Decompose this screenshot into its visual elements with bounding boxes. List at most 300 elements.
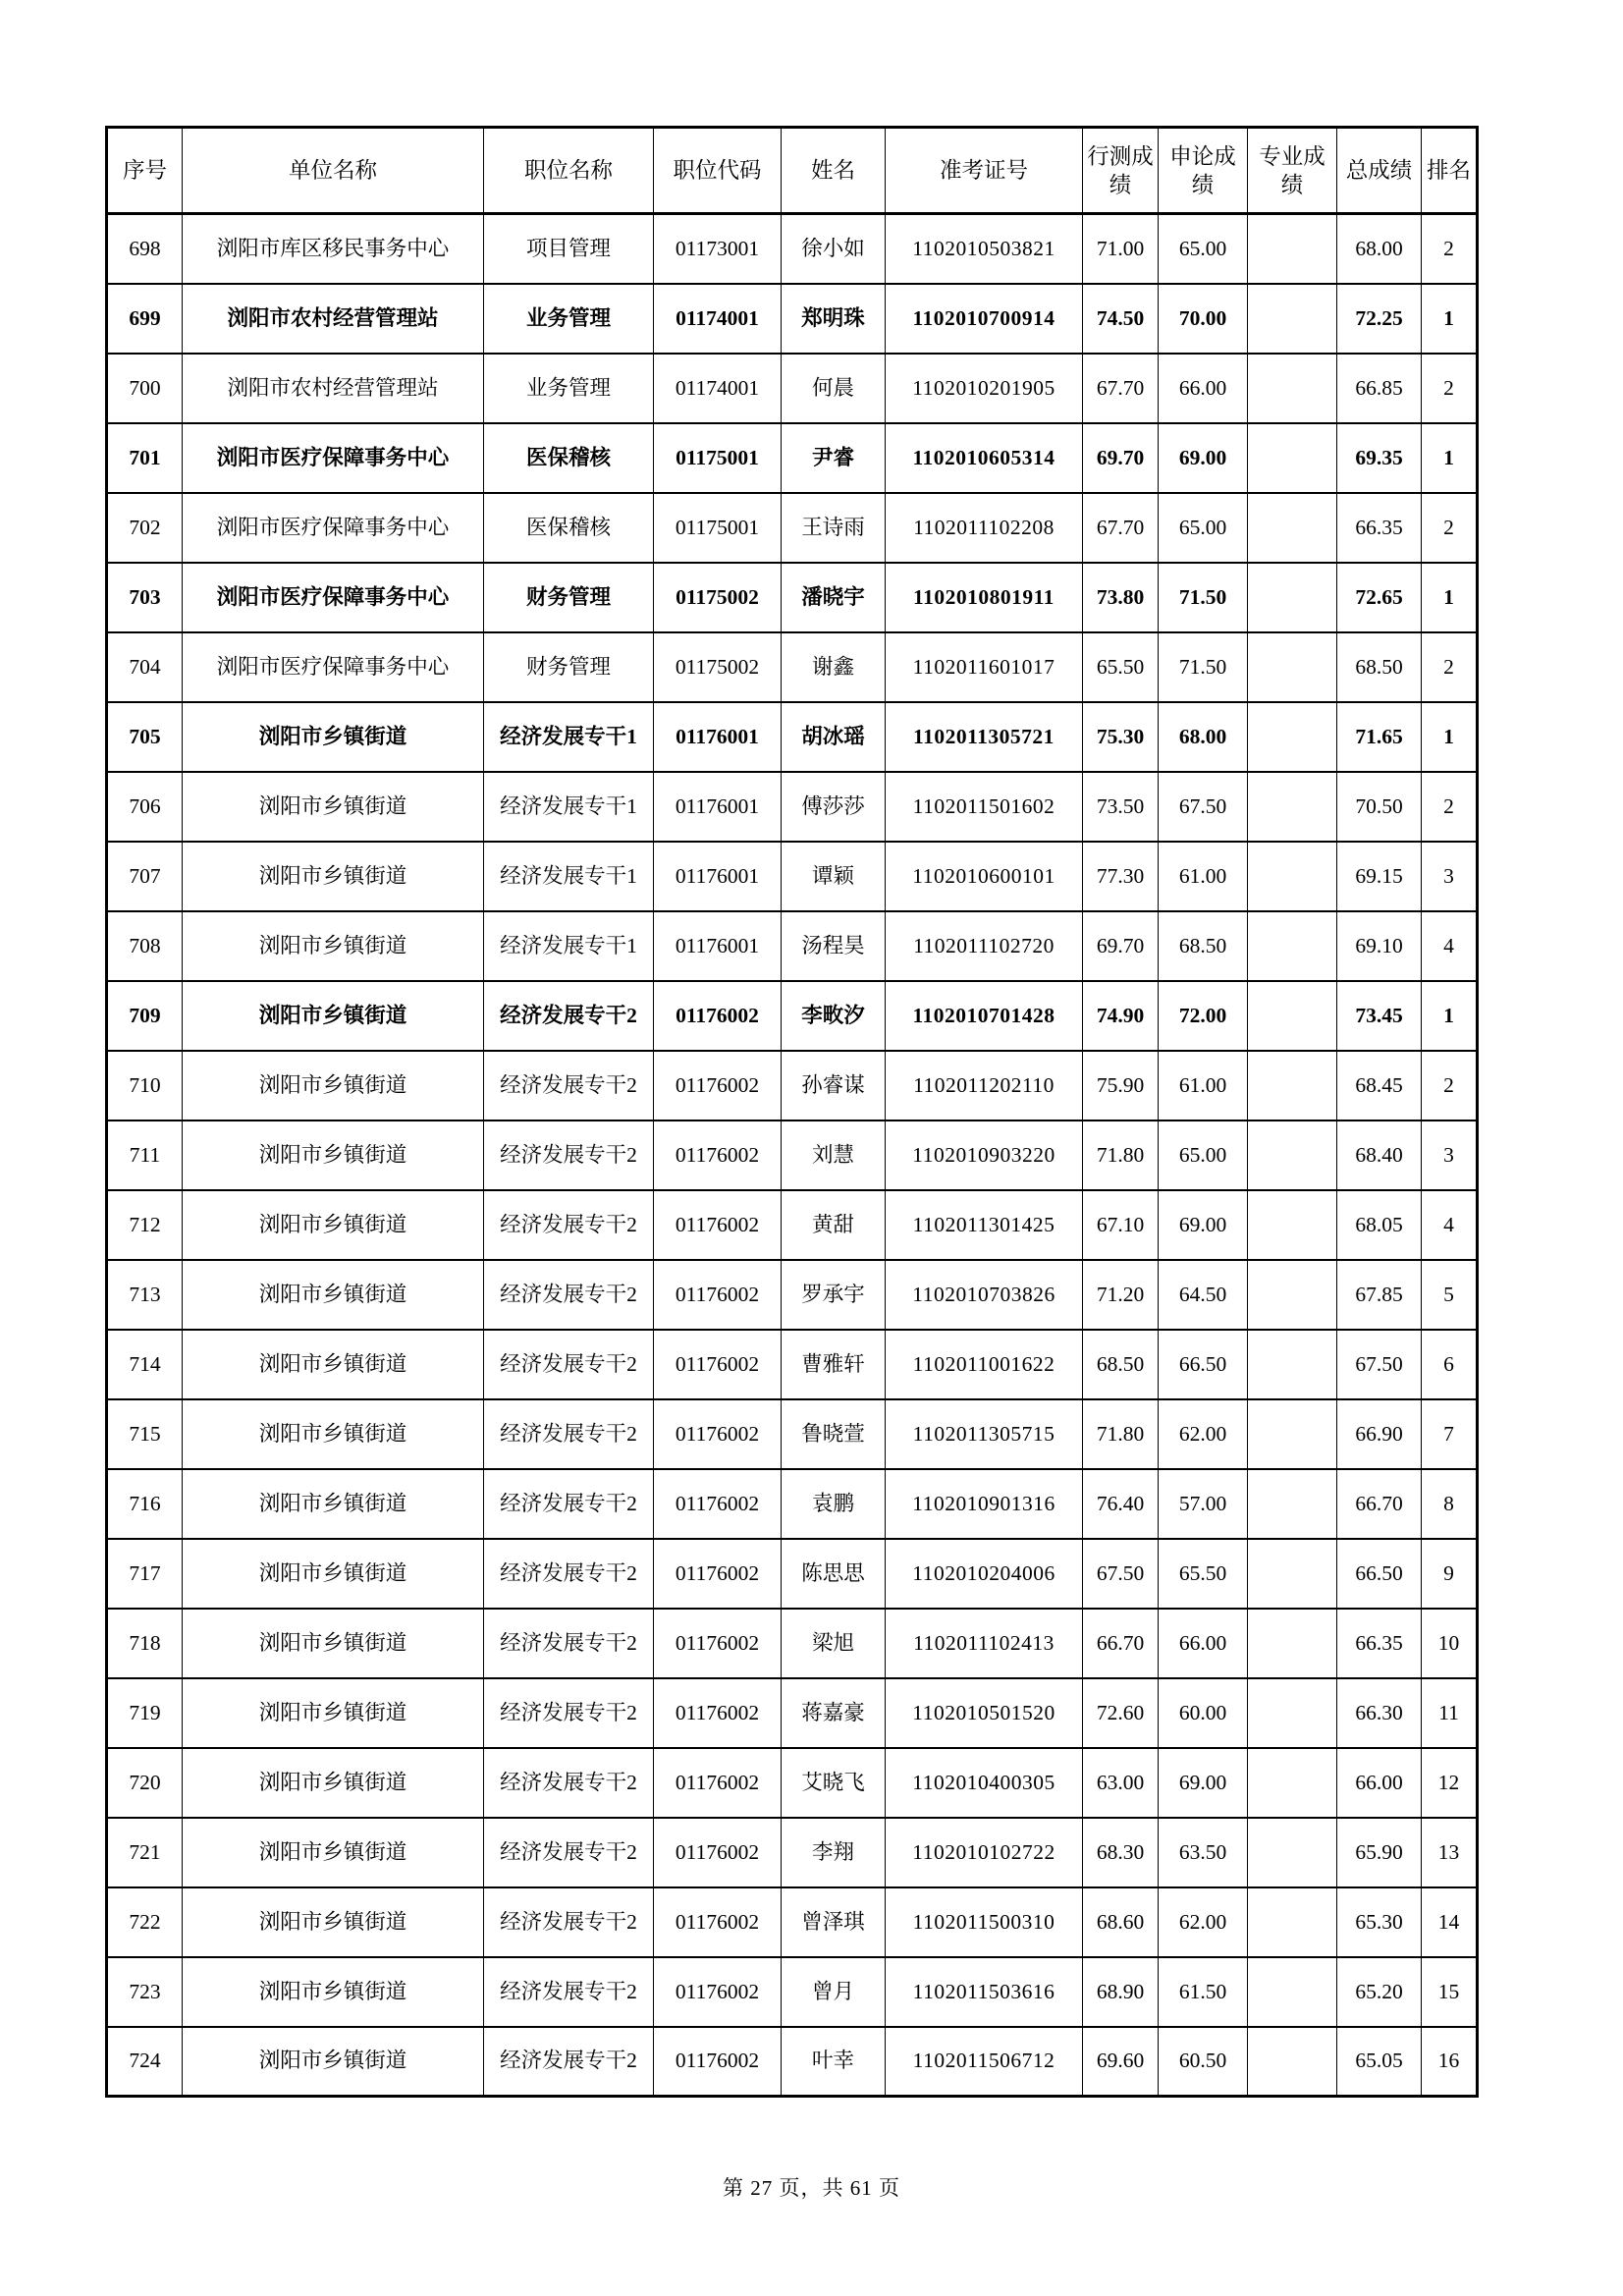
- cell-xingce: 67.70: [1083, 493, 1159, 563]
- cell-shenlun: 60.50: [1159, 2027, 1248, 2097]
- cell-unit: 浏阳市乡镇街道: [183, 981, 484, 1051]
- cell-xingce: 73.80: [1083, 563, 1159, 632]
- cell-code: 01173001: [654, 214, 782, 284]
- table-row: [107, 1121, 1478, 1190]
- cell-shenlun: 64.50: [1159, 1260, 1248, 1330]
- cell-zhuanye: [1248, 1469, 1337, 1539]
- cell-unit: 浏阳市乡镇街道: [183, 1818, 484, 1887]
- cell-shenlun: 71.50: [1159, 563, 1248, 632]
- cell-rank: 2: [1422, 493, 1478, 563]
- column-header-position: 职位名称: [484, 128, 654, 214]
- cell-total: 66.30: [1337, 1678, 1422, 1748]
- cell-unit: 浏阳市医疗保障事务中心: [183, 493, 484, 563]
- cell-code: 01176002: [654, 1469, 782, 1539]
- cell-zhuanye: [1248, 1887, 1337, 1957]
- cell-seq: 716: [107, 1469, 183, 1539]
- cell-seq: 721: [107, 1818, 183, 1887]
- cell-xingce: 77.30: [1083, 842, 1159, 911]
- column-header-unit: 单位名称: [183, 128, 484, 214]
- cell-ticket: 1102010102722: [886, 1818, 1083, 1887]
- cell-name: 曾泽琪: [782, 1887, 886, 1957]
- cell-xingce: 67.70: [1083, 354, 1159, 423]
- cell-name: 鲁晓萱: [782, 1399, 886, 1469]
- cell-rank: 9: [1422, 1539, 1478, 1609]
- cell-xingce: 71.00: [1083, 214, 1159, 284]
- cell-name: 郑明珠: [782, 284, 886, 354]
- table-row: [107, 1539, 1478, 1609]
- cell-xingce: 71.80: [1083, 1399, 1159, 1469]
- cell-total: 69.10: [1337, 911, 1422, 981]
- cell-total: 69.35: [1337, 423, 1422, 493]
- cell-position: 经济发展专干2: [484, 1260, 654, 1330]
- cell-name: 李翔: [782, 1818, 886, 1887]
- cell-total: 68.00: [1337, 214, 1422, 284]
- table-row: [107, 772, 1478, 842]
- cell-position: 业务管理: [484, 354, 654, 423]
- cell-ticket: 1102011305721: [886, 702, 1083, 772]
- cell-xingce: 72.60: [1083, 1678, 1159, 1748]
- cell-rank: 11: [1422, 1678, 1478, 1748]
- cell-xingce: 68.90: [1083, 1957, 1159, 2027]
- table-row: [107, 1818, 1478, 1887]
- cell-xingce: 76.40: [1083, 1469, 1159, 1539]
- cell-code: 01176002: [654, 1887, 782, 1957]
- cell-zhuanye: [1248, 1678, 1337, 1748]
- cell-unit: 浏阳市乡镇街道: [183, 1330, 484, 1399]
- cell-code: 01175001: [654, 493, 782, 563]
- cell-rank: 1: [1422, 563, 1478, 632]
- cell-total: 72.25: [1337, 284, 1422, 354]
- cell-code: 01176002: [654, 1748, 782, 1818]
- cell-rank: 6: [1422, 1330, 1478, 1399]
- cell-zhuanye: [1248, 1330, 1337, 1399]
- cell-unit: 浏阳市乡镇街道: [183, 1260, 484, 1330]
- cell-seq: 712: [107, 1190, 183, 1260]
- cell-name: 艾晓飞: [782, 1748, 886, 1818]
- cell-xingce: 68.50: [1083, 1330, 1159, 1399]
- cell-seq: 723: [107, 1957, 183, 2027]
- cell-total: 72.65: [1337, 563, 1422, 632]
- cell-total: 68.05: [1337, 1190, 1422, 1260]
- cell-shenlun: 67.50: [1159, 772, 1248, 842]
- cell-unit: 浏阳市乡镇街道: [183, 772, 484, 842]
- cell-seq: 720: [107, 1748, 183, 1818]
- cell-total: 66.35: [1337, 493, 1422, 563]
- column-header-xingce: 行测成绩: [1083, 128, 1159, 214]
- cell-zhuanye: [1248, 1260, 1337, 1330]
- cell-unit: 浏阳市乡镇街道: [183, 1957, 484, 2027]
- cell-shenlun: 65.50: [1159, 1539, 1248, 1609]
- cell-ticket: 1102011506712: [886, 2027, 1083, 2097]
- table-row: [107, 1957, 1478, 2027]
- score-table: [105, 126, 1479, 2098]
- cell-zhuanye: [1248, 981, 1337, 1051]
- cell-total: 66.35: [1337, 1609, 1422, 1678]
- cell-position: 经济发展专干2: [484, 1539, 654, 1609]
- cell-ticket: 1102011305715: [886, 1399, 1083, 1469]
- cell-total: 67.50: [1337, 1330, 1422, 1399]
- cell-code: 01176002: [654, 1818, 782, 1887]
- cell-name: 汤程昊: [782, 911, 886, 981]
- cell-seq: 711: [107, 1121, 183, 1190]
- cell-seq: 702: [107, 493, 183, 563]
- cell-position: 经济发展专干2: [484, 1678, 654, 1748]
- cell-ticket: 1102010204006: [886, 1539, 1083, 1609]
- cell-seq: 705: [107, 702, 183, 772]
- cell-shenlun: 66.50: [1159, 1330, 1248, 1399]
- cell-code: 01176002: [654, 1678, 782, 1748]
- cell-position: 经济发展专干2: [484, 1887, 654, 1957]
- cell-total: 70.50: [1337, 772, 1422, 842]
- cell-rank: 15: [1422, 1957, 1478, 2027]
- cell-xingce: 74.50: [1083, 284, 1159, 354]
- cell-xingce: 68.60: [1083, 1887, 1159, 1957]
- cell-xingce: 69.60: [1083, 2027, 1159, 2097]
- cell-unit: 浏阳市农村经营管理站: [183, 354, 484, 423]
- cell-seq: 701: [107, 423, 183, 493]
- cell-zhuanye: [1248, 911, 1337, 981]
- cell-rank: 8: [1422, 1469, 1478, 1539]
- cell-name: 曾月: [782, 1957, 886, 2027]
- cell-xingce: 69.70: [1083, 423, 1159, 493]
- table-row: [107, 284, 1478, 354]
- cell-seq: 704: [107, 632, 183, 702]
- cell-zhuanye: [1248, 1121, 1337, 1190]
- cell-seq: 710: [107, 1051, 183, 1121]
- cell-rank: 7: [1422, 1399, 1478, 1469]
- cell-name: 胡冰瑶: [782, 702, 886, 772]
- cell-rank: 16: [1422, 2027, 1478, 2097]
- cell-ticket: 1102010801911: [886, 563, 1083, 632]
- column-header-name: 姓名: [782, 128, 886, 214]
- cell-position: 医保稽核: [484, 423, 654, 493]
- cell-zhuanye: [1248, 284, 1337, 354]
- table-row: [107, 702, 1478, 772]
- cell-total: 66.90: [1337, 1399, 1422, 1469]
- cell-ticket: 1102011202110: [886, 1051, 1083, 1121]
- cell-position: 经济发展专干2: [484, 2027, 654, 2097]
- cell-total: 68.45: [1337, 1051, 1422, 1121]
- cell-ticket: 1102010701428: [886, 981, 1083, 1051]
- cell-total: 69.15: [1337, 842, 1422, 911]
- cell-zhuanye: [1248, 493, 1337, 563]
- cell-code: 01176002: [654, 1260, 782, 1330]
- cell-shenlun: 62.00: [1159, 1887, 1248, 1957]
- table-row: [107, 1678, 1478, 1748]
- cell-shenlun: 71.50: [1159, 632, 1248, 702]
- cell-position: 经济发展专干2: [484, 1818, 654, 1887]
- cell-ticket: 1102010503821: [886, 214, 1083, 284]
- cell-unit: 浏阳市乡镇街道: [183, 1609, 484, 1678]
- cell-zhuanye: [1248, 1399, 1337, 1469]
- cell-ticket: 1102010201905: [886, 354, 1083, 423]
- cell-name: 傅莎莎: [782, 772, 886, 842]
- cell-unit: 浏阳市医疗保障事务中心: [183, 423, 484, 493]
- cell-shenlun: 65.00: [1159, 493, 1248, 563]
- table-row: [107, 493, 1478, 563]
- cell-total: 67.85: [1337, 1260, 1422, 1330]
- table-row: [107, 214, 1478, 284]
- cell-ticket: 1102011301425: [886, 1190, 1083, 1260]
- cell-xingce: 74.90: [1083, 981, 1159, 1051]
- cell-total: 66.50: [1337, 1539, 1422, 1609]
- cell-name: 梁旭: [782, 1609, 886, 1678]
- cell-shenlun: 61.00: [1159, 1051, 1248, 1121]
- table-row: [107, 981, 1478, 1051]
- cell-code: 01176001: [654, 772, 782, 842]
- column-header-ticket: 准考证号: [886, 128, 1083, 214]
- cell-position: 经济发展专干2: [484, 1190, 654, 1260]
- cell-code: 01175002: [654, 632, 782, 702]
- cell-ticket: 1102011102208: [886, 493, 1083, 563]
- cell-seq: 713: [107, 1260, 183, 1330]
- cell-shenlun: 63.50: [1159, 1818, 1248, 1887]
- cell-code: 01176002: [654, 1609, 782, 1678]
- cell-rank: 2: [1422, 214, 1478, 284]
- cell-unit: 浏阳市乡镇街道: [183, 842, 484, 911]
- cell-xingce: 71.80: [1083, 1121, 1159, 1190]
- cell-total: 65.90: [1337, 1818, 1422, 1887]
- cell-ticket: 1102011500310: [886, 1887, 1083, 1957]
- cell-total: 66.70: [1337, 1469, 1422, 1539]
- cell-ticket: 1102011503616: [886, 1957, 1083, 2027]
- cell-position: 经济发展专干2: [484, 1609, 654, 1678]
- cell-rank: 1: [1422, 284, 1478, 354]
- cell-shenlun: 62.00: [1159, 1399, 1248, 1469]
- cell-unit: 浏阳市乡镇街道: [183, 1190, 484, 1260]
- cell-code: 01176001: [654, 702, 782, 772]
- cell-shenlun: 66.00: [1159, 354, 1248, 423]
- table-row: [107, 1748, 1478, 1818]
- cell-total: 68.50: [1337, 632, 1422, 702]
- table-row: [107, 563, 1478, 632]
- cell-zhuanye: [1248, 423, 1337, 493]
- cell-position: 经济发展专干2: [484, 1469, 654, 1539]
- cell-shenlun: 61.00: [1159, 842, 1248, 911]
- cell-rank: 1: [1422, 981, 1478, 1051]
- cell-ticket: 1102010901316: [886, 1469, 1083, 1539]
- cell-rank: 2: [1422, 632, 1478, 702]
- cell-ticket: 1102011601017: [886, 632, 1083, 702]
- cell-zhuanye: [1248, 1748, 1337, 1818]
- cell-unit: 浏阳市乡镇街道: [183, 1678, 484, 1748]
- cell-zhuanye: [1248, 632, 1337, 702]
- cell-seq: 718: [107, 1609, 183, 1678]
- column-header-zhuanye: 专业成绩: [1248, 128, 1337, 214]
- cell-position: 医保稽核: [484, 493, 654, 563]
- cell-name: 曹雅轩: [782, 1330, 886, 1399]
- cell-zhuanye: [1248, 1051, 1337, 1121]
- page-number-footer: 第 27 页，共 61 页: [723, 2176, 900, 2200]
- cell-ticket: 1102010700914: [886, 284, 1083, 354]
- cell-total: 65.20: [1337, 1957, 1422, 2027]
- table-row: [107, 354, 1478, 423]
- cell-position: 经济发展专干1: [484, 911, 654, 981]
- cell-code: 01175001: [654, 423, 782, 493]
- cell-total: 73.45: [1337, 981, 1422, 1051]
- cell-position: 经济发展专干2: [484, 1121, 654, 1190]
- cell-rank: 2: [1422, 772, 1478, 842]
- cell-code: 01176002: [654, 1957, 782, 2027]
- cell-rank: 13: [1422, 1818, 1478, 1887]
- cell-code: 01176002: [654, 981, 782, 1051]
- cell-seq: 707: [107, 842, 183, 911]
- cell-zhuanye: [1248, 354, 1337, 423]
- cell-position: 财务管理: [484, 632, 654, 702]
- cell-rank: 14: [1422, 1887, 1478, 1957]
- cell-zhuanye: [1248, 1190, 1337, 1260]
- cell-xingce: 75.90: [1083, 1051, 1159, 1121]
- cell-total: 65.05: [1337, 2027, 1422, 2097]
- cell-unit: 浏阳市乡镇街道: [183, 2027, 484, 2097]
- cell-unit: 浏阳市库区移民事务中心: [183, 214, 484, 284]
- cell-unit: 浏阳市乡镇街道: [183, 1399, 484, 1469]
- table-row: [107, 1887, 1478, 1957]
- cell-unit: 浏阳市乡镇街道: [183, 911, 484, 981]
- table-row: [107, 1330, 1478, 1399]
- cell-zhuanye: [1248, 1818, 1337, 1887]
- cell-code: 01174001: [654, 284, 782, 354]
- cell-shenlun: 68.00: [1159, 702, 1248, 772]
- column-header-code: 职位代码: [654, 128, 782, 214]
- cell-position: 项目管理: [484, 214, 654, 284]
- cell-seq: 722: [107, 1887, 183, 1957]
- cell-xingce: 73.50: [1083, 772, 1159, 842]
- cell-unit: 浏阳市乡镇街道: [183, 702, 484, 772]
- cell-ticket: 1102011102720: [886, 911, 1083, 981]
- cell-unit: 浏阳市乡镇街道: [183, 1469, 484, 1539]
- cell-rank: 2: [1422, 1051, 1478, 1121]
- cell-seq: 724: [107, 2027, 183, 2097]
- table-row: [107, 911, 1478, 981]
- column-header-shenlun: 申论成绩: [1159, 128, 1248, 214]
- table-row: [107, 1051, 1478, 1121]
- cell-name: 潘晓宇: [782, 563, 886, 632]
- cell-name: 谢鑫: [782, 632, 886, 702]
- cell-xingce: 68.30: [1083, 1818, 1159, 1887]
- cell-position: 经济发展专干2: [484, 981, 654, 1051]
- cell-rank: 4: [1422, 1190, 1478, 1260]
- cell-shenlun: 61.50: [1159, 1957, 1248, 2027]
- table-row: [107, 1609, 1478, 1678]
- cell-ticket: 1102010501520: [886, 1678, 1083, 1748]
- cell-seq: 715: [107, 1399, 183, 1469]
- cell-name: 何晨: [782, 354, 886, 423]
- cell-code: 01176002: [654, 1399, 782, 1469]
- cell-zhuanye: [1248, 842, 1337, 911]
- cell-rank: 2: [1422, 354, 1478, 423]
- cell-total: 66.00: [1337, 1748, 1422, 1818]
- cell-unit: 浏阳市乡镇街道: [183, 1051, 484, 1121]
- cell-xingce: 67.50: [1083, 1539, 1159, 1609]
- cell-ticket: 1102010703826: [886, 1260, 1083, 1330]
- score-table-body: [107, 214, 1478, 2097]
- cell-name: 叶幸: [782, 2027, 886, 2097]
- cell-total: 66.85: [1337, 354, 1422, 423]
- cell-shenlun: 60.00: [1159, 1678, 1248, 1748]
- cell-code: 01176002: [654, 1330, 782, 1399]
- table-row: [107, 423, 1478, 493]
- cell-shenlun: 69.00: [1159, 1748, 1248, 1818]
- cell-name: 蒋嘉豪: [782, 1678, 886, 1748]
- cell-unit: 浏阳市乡镇街道: [183, 1539, 484, 1609]
- cell-ticket: 1102010600101: [886, 842, 1083, 911]
- cell-shenlun: 65.00: [1159, 1121, 1248, 1190]
- cell-name: 尹睿: [782, 423, 886, 493]
- cell-rank: 1: [1422, 423, 1478, 493]
- cell-shenlun: 72.00: [1159, 981, 1248, 1051]
- cell-rank: 12: [1422, 1748, 1478, 1818]
- cell-position: 业务管理: [484, 284, 654, 354]
- cell-seq: 703: [107, 563, 183, 632]
- cell-unit: 浏阳市农村经营管理站: [183, 284, 484, 354]
- cell-position: 经济发展专干2: [484, 1957, 654, 2027]
- cell-seq: 717: [107, 1539, 183, 1609]
- header-row: [107, 128, 1478, 214]
- cell-name: 谭颖: [782, 842, 886, 911]
- cell-rank: 10: [1422, 1609, 1478, 1678]
- cell-zhuanye: [1248, 2027, 1337, 2097]
- cell-position: 经济发展专干1: [484, 772, 654, 842]
- cell-ticket: 1102010903220: [886, 1121, 1083, 1190]
- cell-code: 01176001: [654, 842, 782, 911]
- cell-name: 刘慧: [782, 1121, 886, 1190]
- cell-seq: 714: [107, 1330, 183, 1399]
- column-header-seq: 序号: [107, 128, 183, 214]
- cell-unit: 浏阳市医疗保障事务中心: [183, 632, 484, 702]
- cell-rank: 3: [1422, 842, 1478, 911]
- cell-position: 经济发展专干2: [484, 1399, 654, 1469]
- cell-rank: 1: [1422, 702, 1478, 772]
- table-row: [107, 1469, 1478, 1539]
- cell-name: 王诗雨: [782, 493, 886, 563]
- cell-ticket: 1102011102413: [886, 1609, 1083, 1678]
- cell-name: 罗承宇: [782, 1260, 886, 1330]
- cell-seq: 708: [107, 911, 183, 981]
- cell-zhuanye: [1248, 772, 1337, 842]
- cell-name: 徐小如: [782, 214, 886, 284]
- cell-code: 01175002: [654, 563, 782, 632]
- cell-total: 65.30: [1337, 1887, 1422, 1957]
- cell-shenlun: 69.00: [1159, 1190, 1248, 1260]
- cell-unit: 浏阳市医疗保障事务中心: [183, 563, 484, 632]
- cell-unit: 浏阳市乡镇街道: [183, 1748, 484, 1818]
- cell-code: 01174001: [654, 354, 782, 423]
- column-header-total: 总成绩: [1337, 128, 1422, 214]
- cell-shenlun: 70.00: [1159, 284, 1248, 354]
- cell-seq: 700: [107, 354, 183, 423]
- cell-rank: 3: [1422, 1121, 1478, 1190]
- cell-shenlun: 65.00: [1159, 214, 1248, 284]
- cell-name: 黄甜: [782, 1190, 886, 1260]
- cell-shenlun: 68.50: [1159, 911, 1248, 981]
- cell-shenlun: 57.00: [1159, 1469, 1248, 1539]
- cell-xingce: 63.00: [1083, 1748, 1159, 1818]
- cell-zhuanye: [1248, 214, 1337, 284]
- column-header-rank: 排名: [1422, 128, 1478, 214]
- table-row: [107, 1190, 1478, 1260]
- cell-xingce: 65.50: [1083, 632, 1159, 702]
- cell-xingce: 67.10: [1083, 1190, 1159, 1260]
- cell-rank: 4: [1422, 911, 1478, 981]
- cell-ticket: 1102010400305: [886, 1748, 1083, 1818]
- cell-unit: 浏阳市乡镇街道: [183, 1121, 484, 1190]
- cell-code: 01176002: [654, 1121, 782, 1190]
- cell-position: 经济发展专干2: [484, 1748, 654, 1818]
- cell-unit: 浏阳市乡镇街道: [183, 1887, 484, 1957]
- cell-zhuanye: [1248, 1957, 1337, 2027]
- cell-xingce: 75.30: [1083, 702, 1159, 772]
